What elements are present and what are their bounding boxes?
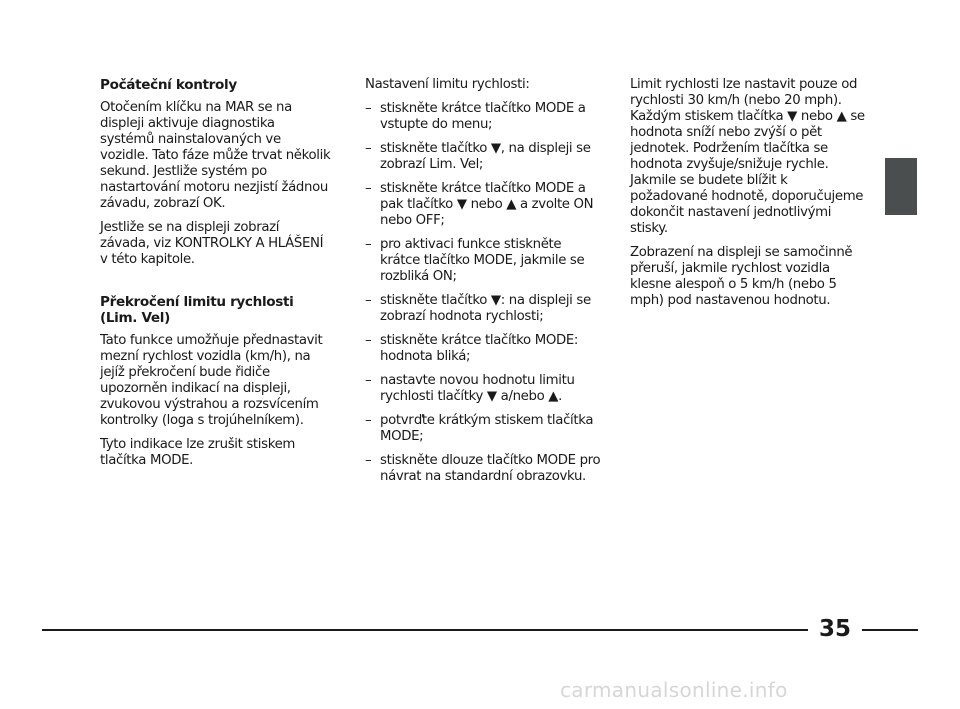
watermark: carmanualsonline.info <box>560 678 788 702</box>
section-tab-marker <box>885 158 917 215</box>
list-item: – stiskněte dlouze tlačítko MODE pro návrat na standardní obrazovku. <box>365 453 605 485</box>
section-heading-initial-checks: Počáteční kontroly <box>100 77 237 93</box>
list-item: – stiskněte krátce tlačítko MODE a vstupte do menu; <box>365 101 605 133</box>
setup-steps-list <box>365 101 605 485</box>
list-item: – nastavte novou hodnotu limitu rychlosti tlačítky ▼ a/nebo ▲. <box>365 373 605 405</box>
list-item: – stiskněte krátce tlačítko MODE a pak tlačítko ▼ nebo ▲ a zvolte ON nebo OFF; <box>365 181 605 229</box>
list-item: – potvrďte krátkým stiskem tlačítka MODE; <box>365 413 605 445</box>
section-spacer <box>100 276 332 294</box>
list-item: – stiskněte krátce tlačítko MODE: hodnota bliká; <box>365 333 605 365</box>
left-column <box>100 77 332 477</box>
footer-rule-left <box>42 629 808 631</box>
list-item: – pro aktivaci funkce stiskněte krátce tlačítko MODE, jakmile se rozbliká ON; <box>365 237 605 285</box>
display-interruption-paragraph: Zobrazení na displeji se samočinně přeruší, jakmile rychlost vozidla klesne alespoň o 5 km/h (nebo 5 mph) pod nastavenou hodnotu. <box>630 245 853 308</box>
fault-display-paragraph: Jestliže se na displeji zobrazí závada, viz KONTROLKY A HLÁŠENÍ v této kapitole. <box>100 220 324 267</box>
initial-checks-paragraph: Otočením klíčku na MAR se na displeji aktivuje diagnostika systémů nainstalovaných ve vozidle. Tato fáze může trvat několik sekund. Jestliže systém po nastartování motoru nezjistí žádnou závadu, zobrazí OK. <box>100 100 331 211</box>
footer-rule-right <box>862 629 918 631</box>
speed-limit-range-paragraph: Limit rychlosti lze nastavit pouze od rychlosti 30 km/h (nebo 20 mph). Každým stiskem tlačítka ▼ nebo ▲ se hodnota sníží nebo zvýší o pět jednotek. Podržením tlačítka se hodnota zvyšuje/snižuje rychle. Jakmile se budete blížit k požadované hodnotě, doporučujeme dokončit nastavení jednotlivými stisky. <box>630 77 865 236</box>
page-number: 35 <box>818 616 851 642</box>
speed-limit-description: Tato funkce umožňuje přednastavit mezní rychlost vozidla (km/h), na jejíž překročení bude řidiče upozorněn indikací na displeji, zvukovou výstrahou a rozsvícením kontrolky (loga s trojúhelníkem). <box>100 333 323 428</box>
right-column <box>630 77 866 317</box>
middle-column <box>365 77 605 493</box>
list-item: – stiskněte tlačítko ▼: na displeji se zobrazí hodnota rychlosti; <box>365 293 605 325</box>
section-heading-speed-limit: Překročení limitu rychlosti (Lim. Vel) <box>100 294 294 326</box>
list-item: – stiskněte tlačítko ▼, na displeji se zobrazí Lim. Vel; <box>365 141 605 173</box>
speed-limit-setup-intro: Nastavení limitu rychlosti: <box>365 77 530 92</box>
cancel-indication-paragraph: Tyto indikace lze zrušit stiskem tlačítka MODE. <box>100 437 296 468</box>
